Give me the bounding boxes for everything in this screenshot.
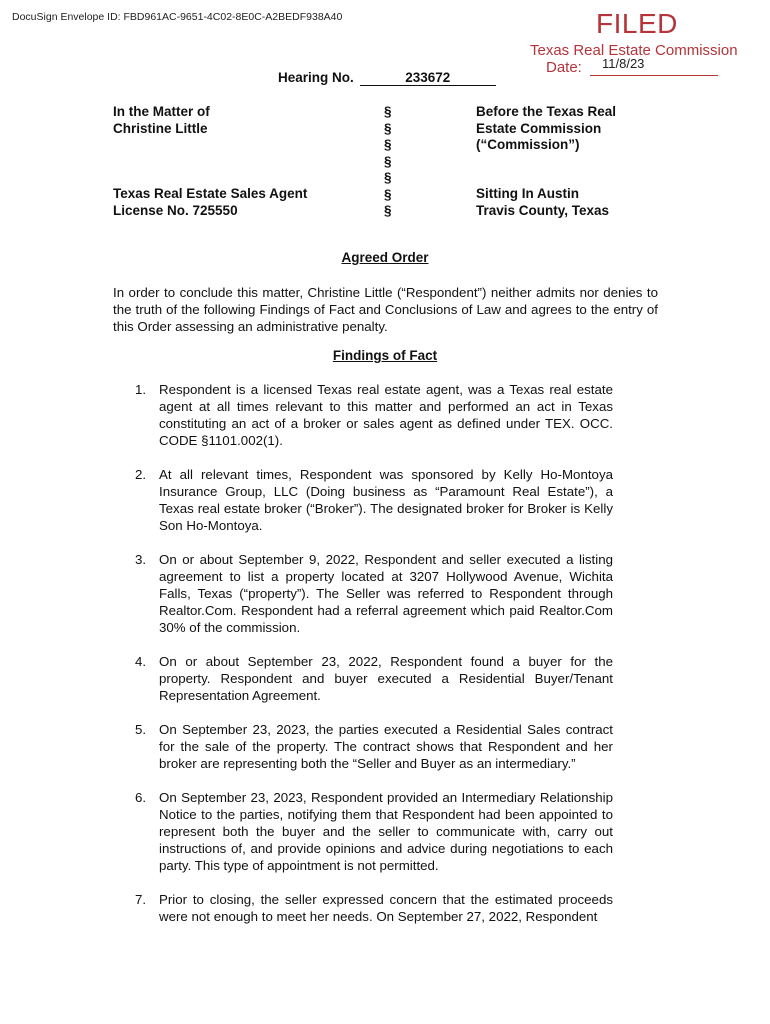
- section-symbol: §: [384, 203, 392, 218]
- section-symbol: §: [384, 170, 392, 185]
- finding-item: [113, 653, 613, 704]
- finding-text: Prior to closing, the seller expressed concern that the estimated proceeds were not enough to meet her needs. On September 27, 2022, Respondent: [159, 892, 613, 924]
- caption-license-number: License No. 725550: [113, 202, 238, 218]
- finding-text: On September 23, 2023, the parties executed a Residential Sales contract for the sale of the property. The contract shows that Respondent and her broker are representing both the “Seller and Buyer as an intermediary.”: [159, 722, 613, 771]
- findings-list: [113, 381, 613, 925]
- caption-matter: [113, 104, 210, 137]
- caption-matter-line: In the Matter of: [113, 104, 210, 119]
- stamp-date-label: Date:: [546, 59, 582, 76]
- hearing-number-line: [278, 70, 496, 86]
- finding-item: [113, 891, 613, 925]
- caption-sitting: [476, 186, 609, 219]
- finding-number: 6.: [135, 790, 147, 805]
- section-symbol: §: [384, 137, 392, 152]
- section-symbol: §: [384, 120, 392, 136]
- section-symbol: §: [384, 186, 392, 202]
- hearing-number: 233672: [360, 70, 496, 86]
- findings-heading: Findings of Fact: [332, 348, 438, 363]
- stamp-date-underline: [590, 75, 718, 76]
- finding-number: 5.: [135, 722, 147, 737]
- finding-item: [113, 466, 613, 534]
- caption-before-line: (“Commission”): [476, 137, 580, 152]
- finding-number: 3.: [135, 552, 147, 567]
- finding-text: On or about September 23, 2022, Respondent found a buyer for the property. Respondent and buyer executed a Residential Buyer/Tenant Representation Agreement.: [159, 654, 613, 703]
- finding-number: 4.: [135, 654, 147, 669]
- section-symbol: §: [384, 153, 392, 169]
- hearing-label: Hearing No.: [278, 70, 354, 85]
- intro-paragraph: In order to conclude this matter, Christine Little (“Respondent”) neither admits nor denies to the truth of the following Findings of Fact and Conclusions of Law and agrees to the entry of this Order assessing an administrative penalty.: [113, 285, 658, 334]
- caption-before-line: Estate Commission: [476, 120, 602, 136]
- section-symbol: §: [384, 104, 392, 119]
- finding-text: On or about September 9, 2022, Respondent and seller executed a listing agreement to list a property located at 3207 Hollywood Avenue, Wichita Falls, Texas (“property”). The Seller was referred to Respondent through Realtor.Com. Respondent had a referral agreement which paid Realtor.Com 30% of the commission.: [159, 552, 613, 635]
- finding-item: [113, 551, 613, 636]
- finding-item: [113, 381, 613, 449]
- caption-license: [113, 186, 307, 219]
- finding-number: 1.: [135, 382, 147, 397]
- caption-before: [476, 104, 616, 154]
- caption-respondent-name: Christine Little: [113, 120, 208, 136]
- finding-number: 2.: [135, 467, 147, 482]
- order-title: Agreed Order: [341, 250, 429, 265]
- caption-license-type: Texas Real Estate Sales Agent: [113, 186, 308, 201]
- finding-item: [113, 721, 613, 772]
- stamp-commission-text: Texas Real Estate Commission: [530, 42, 738, 59]
- caption-sitting-line: Sitting In Austin: [476, 186, 579, 201]
- docusign-envelope-id: DocuSign Envelope ID: FBD961AC-9651-4C02-8E0C-A2BEDF938A40: [12, 11, 343, 23]
- stamp-date-value: 11/8/23: [602, 56, 645, 71]
- caption-before-line: Before the Texas Real: [476, 104, 617, 119]
- finding-text: At all relevant times, Respondent was sponsored by Kelly Ho-Montoya Insurance Group, LLC (Doing business as “Paramount Real Estate”), a Texas real estate broker (“Broker”). The designated broker for Broker is Kelly Son Ho-Montoya.: [159, 467, 613, 533]
- finding-text: On September 23, 2023, Respondent provided an Intermediary Relationship Notice to the parties, notifying them that Respondent had been appointed to represent both the buyer and the seller to communicate with, carry out instructions of, and provide opinions and advice during negotiations to each party. This type of appointment is not permitted.: [159, 790, 613, 873]
- caption-section-symbols: [384, 104, 392, 220]
- stamp-filed-text: FILED: [596, 8, 678, 39]
- caption-sitting-line: Travis County, Texas: [476, 202, 610, 218]
- finding-number: 7.: [135, 892, 147, 907]
- finding-text: Respondent is a licensed Texas real estate agent, was a Texas real estate agent at all times relevant to this matter and performed an act in Texas constituting an act of a broker or sales agent as defined under TEX. OCC. CODE §1101.002(1).: [159, 382, 613, 448]
- finding-item: [113, 789, 613, 874]
